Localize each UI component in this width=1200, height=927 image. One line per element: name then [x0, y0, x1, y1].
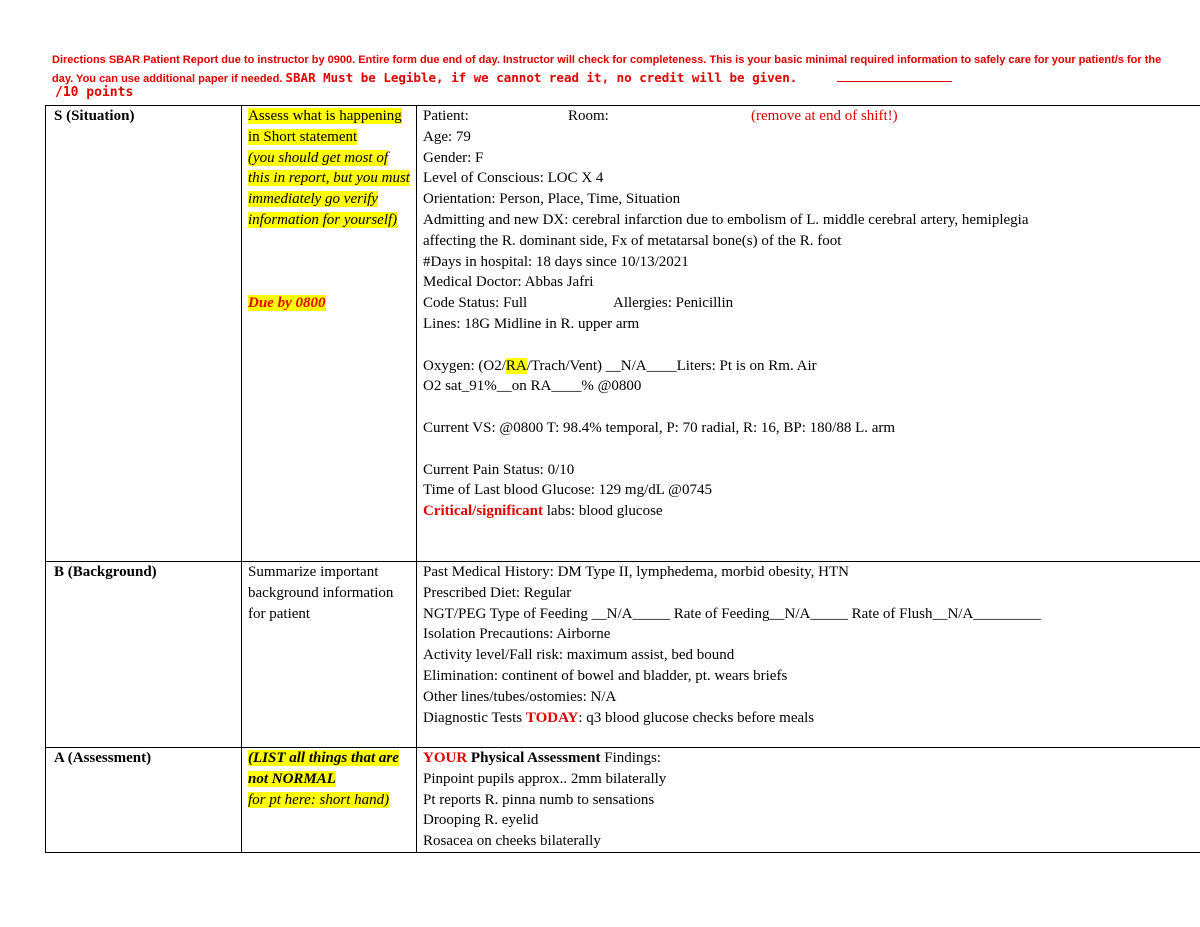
gender: Gender: F	[423, 149, 484, 166]
prescribed-diet: Prescribed Diet: Regular	[423, 584, 572, 601]
your-label: YOUR	[423, 750, 468, 766]
admitting-dx-line2: affecting the R. dominant side, Fx of metatarsal bone(s) of the R. foot	[423, 232, 842, 249]
past-medical-history: Past Medical History: DM Type II, lymphedema, morbid obesity, HTN	[423, 564, 849, 580]
remove-note: (remove at end of shift!)	[751, 108, 898, 124]
allergies: Allergies: Penicillin	[613, 295, 734, 312]
assessment-guide-italic: for pt here: short hand)	[248, 791, 390, 808]
directions-legible: SBAR Must be Legible, if we cannot read it, no credit will be given.	[285, 70, 798, 85]
assessment-heading: YOUR Physical Assessment Findings:	[423, 750, 661, 766]
assessment-row	[46, 748, 1200, 853]
finding-item: Drooping R. eyelid	[423, 812, 539, 829]
background-guide: Summarize important background information for patient	[242, 562, 417, 748]
due-by: Due by 0800	[248, 294, 326, 311]
finding-item: Rosacea on cheeks bilaterally	[423, 833, 601, 850]
points-label: /10 points	[55, 85, 134, 100]
lines: Lines: 18G Midline in R. upper arm	[423, 315, 640, 332]
room-label: Room:	[568, 108, 609, 124]
oxygen: Oxygen: (O2/RA/Trach/Vent) __N/A____Liters: Pt is on Rm. Air	[423, 357, 817, 374]
score-blank	[837, 79, 952, 82]
background-row	[46, 562, 1200, 748]
level-of-conscious: Level of Conscious: LOC X 4	[423, 170, 604, 187]
diagnostic-tests: Diagnostic Tests TODAY: q3 blood glucose checks before meals	[423, 709, 815, 726]
background-content	[417, 562, 1200, 748]
directions-main: Directions SBAR Patient Report due to instructor by 0900. Entire form due end of day. Instructor will check for completeness. This is your basic minimal required information to safely care for your patient/s for the day. You can use additional paper if needed.	[52, 54, 1162, 85]
finding-item: Pt reports R. pinna numb to sensations	[423, 791, 655, 808]
situation-guide-text: Assess what is happening in Short statement	[248, 108, 402, 145]
patient-label: Patient:	[423, 108, 469, 124]
today-label: TODAY	[525, 709, 579, 726]
situation-row	[46, 106, 1200, 562]
assessment-guide-bold: (LIST all things that are not NORMAL	[248, 750, 399, 787]
assessment-guide	[242, 748, 417, 853]
feeding-info: NGT/PEG Type of Feeding __N/A_____ Rate of Feeding__N/A_____ Rate of Flush__N/A_________	[423, 605, 1041, 622]
age: Age: 79	[423, 128, 471, 145]
directions	[52, 52, 1162, 88]
isolation-precautions: Isolation Precautions: Airborne	[423, 626, 611, 643]
situation-guide-italic: (you should get most of this in report, but you must immediately go verify information for yourself)	[248, 149, 410, 228]
days-in-hospital: #Days in hospital: 18 days since 10/13/2021	[423, 253, 689, 270]
background-label: B (Background)	[46, 562, 242, 748]
orientation: Orientation: Person, Place, Time, Situation	[423, 191, 681, 208]
pain-status: Current Pain Status: 0/10	[423, 461, 575, 478]
sbar-table	[45, 105, 1200, 853]
elimination: Elimination: continent of bowel and bladder, pt. wears briefs	[423, 667, 788, 684]
oxygen-ra-highlight: RA	[505, 357, 527, 374]
code-status: Code Status: Full	[423, 295, 528, 312]
o2-sat: O2 sat_91%__on RA____% @0800	[423, 378, 642, 395]
critical-labs-value: labs: blood glucose	[543, 503, 663, 520]
assessment-label: A (Assessment)	[46, 748, 242, 853]
finding-item: Pinpoint pupils approx.. 2mm bilaterally	[423, 770, 667, 787]
assessment-content	[417, 748, 1200, 853]
medical-doctor: Medical Doctor: Abbas Jafri	[423, 274, 594, 291]
situation-content	[417, 106, 1200, 562]
situation-guide	[242, 106, 417, 562]
critical-labs-label: Critical/significant	[423, 503, 543, 520]
admitting-dx-line1: Admitting and new DX: cerebral infarction due to embolism of L. middle cerebral artery, hemiplegia	[423, 211, 1029, 228]
situation-label: S (Situation)	[46, 106, 242, 562]
activity-level: Activity level/Fall risk: maximum assist, bed bound	[423, 647, 735, 664]
last-blood-glucose: Time of Last blood Glucose: 129 mg/dL @0745	[423, 482, 712, 499]
other-lines: Other lines/tubes/ostomies: N/A	[423, 688, 617, 705]
current-vitals: Current VS: @0800 T: 98.4% temporal, P: 70 radial, R: 16, BP: 180/88 L. arm	[423, 419, 896, 436]
